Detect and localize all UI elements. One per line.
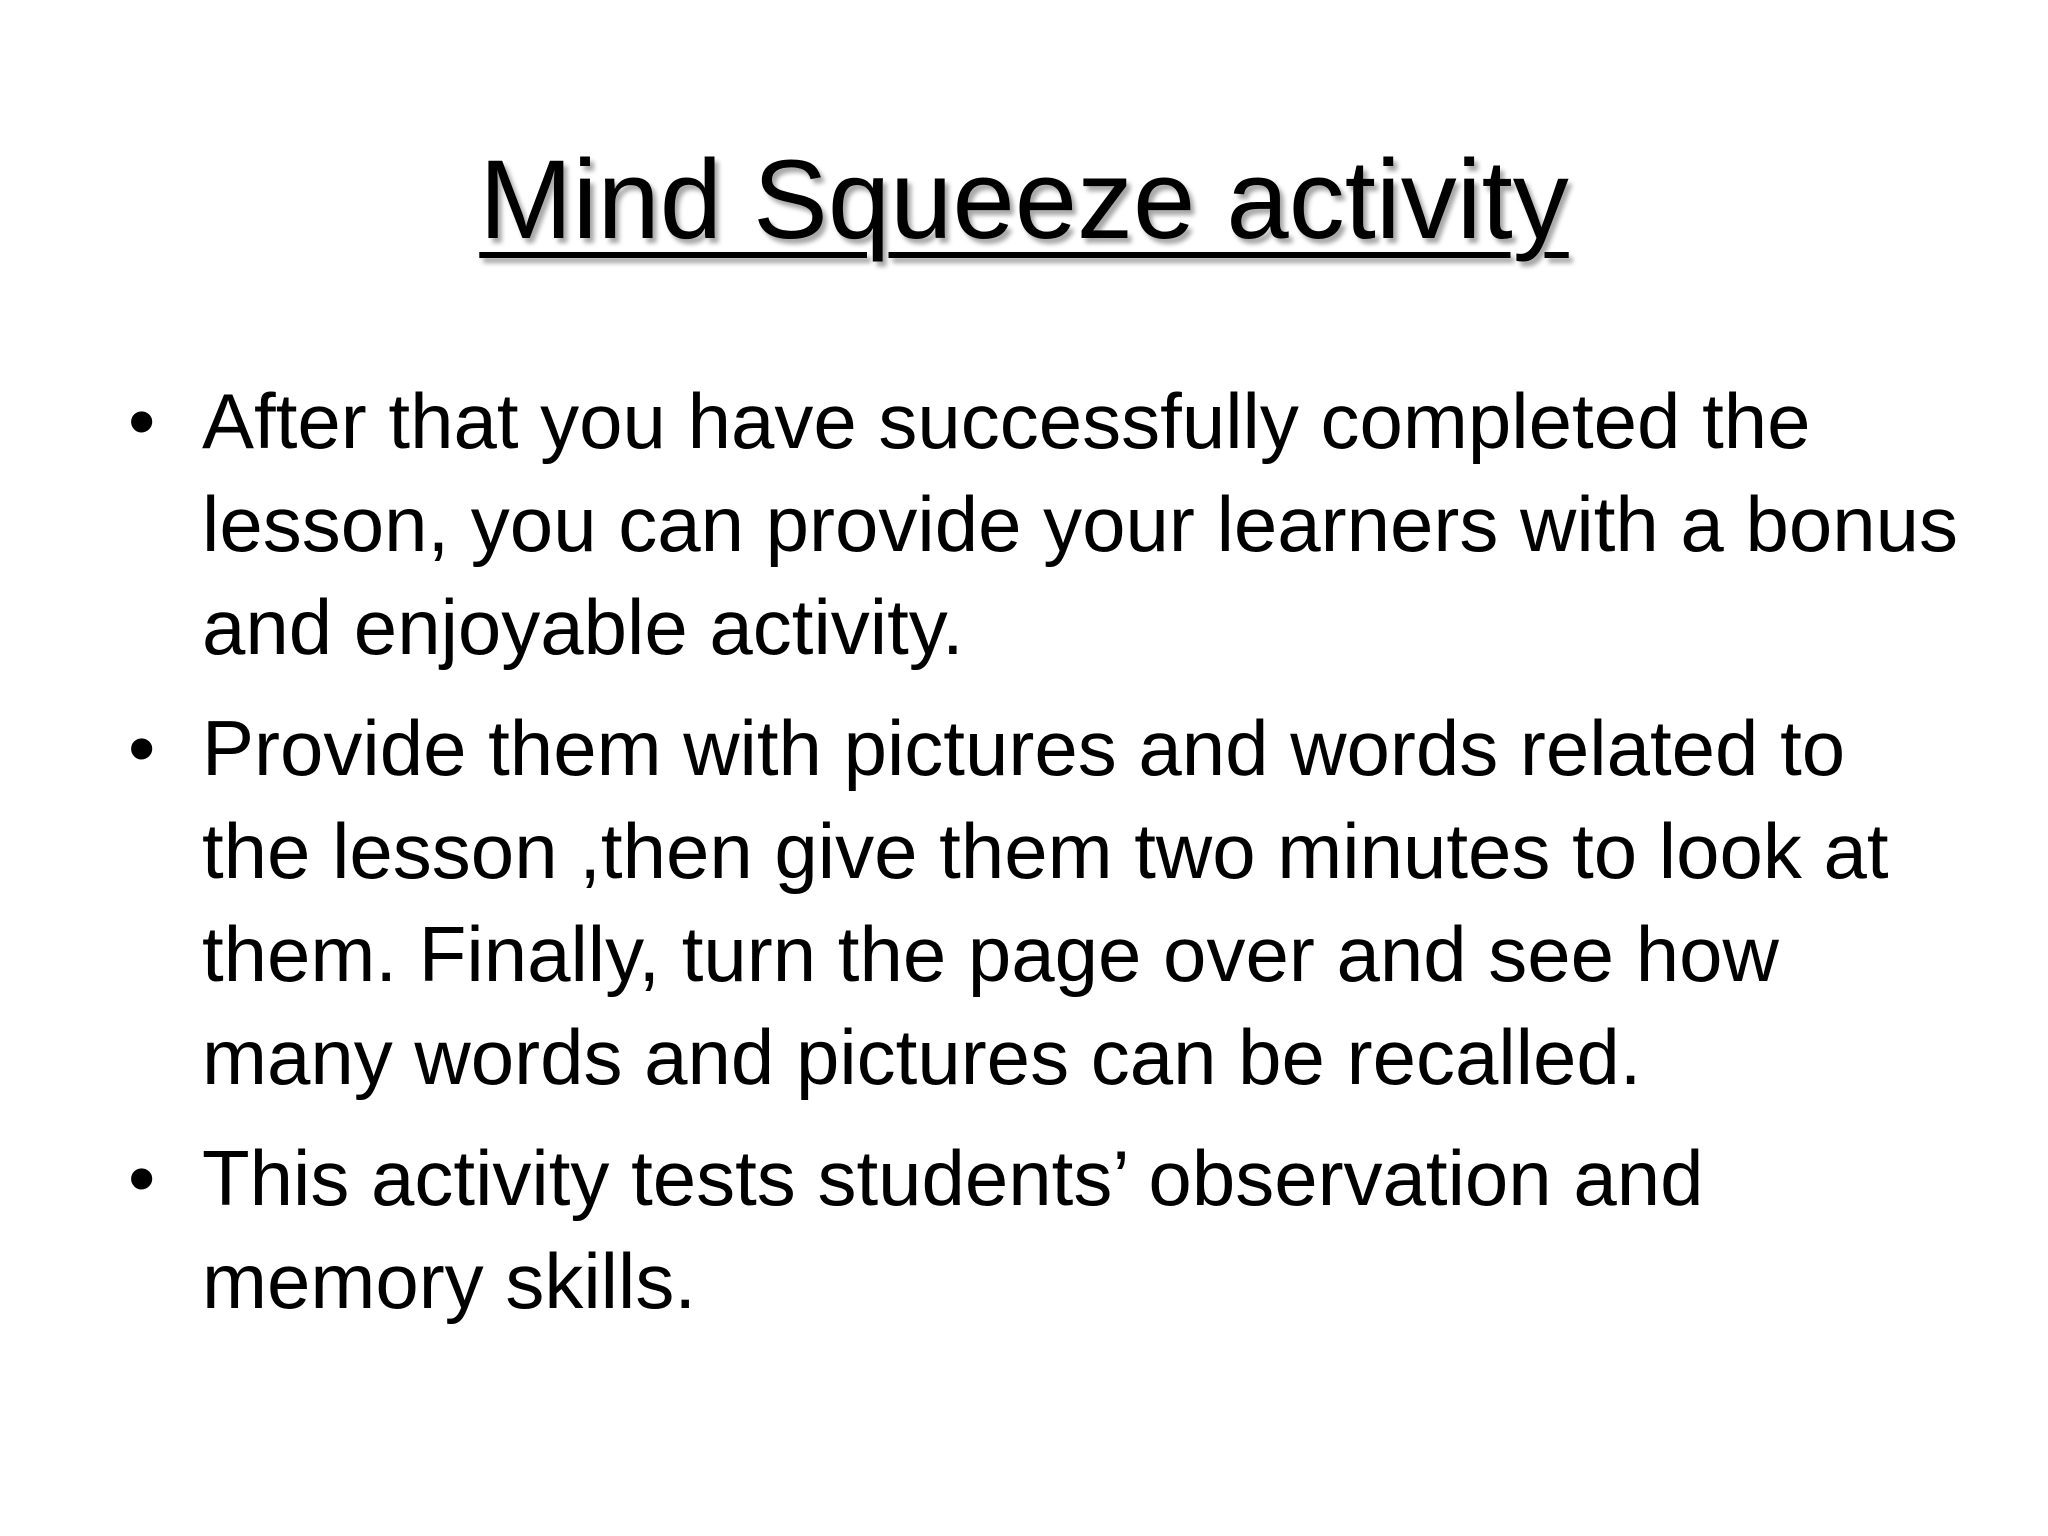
bullet-text: After that you have successfully completed the lesson, you can provide your learners with a bonus and enjoyable activity.	[202, 377, 1958, 671]
bullet-item	[110, 1127, 1960, 1333]
bullet-text: This activity tests students’ observation and memory skills.	[202, 1134, 1704, 1325]
bullet-icon: •	[128, 1134, 156, 1222]
bullet-item	[110, 697, 1960, 1109]
bullet-icon: •	[128, 704, 156, 792]
slide-title	[0, 130, 2048, 270]
slide-title-text: Mind Squeeze activity	[479, 137, 1569, 262]
bullet-list	[110, 370, 1960, 1351]
bullet-text: Provide them with pictures and words related to the lesson ,then give them two minutes to look at them. Finally, turn the page over and see how many words and pictures can be recalled.	[202, 704, 1889, 1101]
bullet-icon: •	[128, 377, 156, 465]
bullet-item	[110, 370, 1960, 679]
